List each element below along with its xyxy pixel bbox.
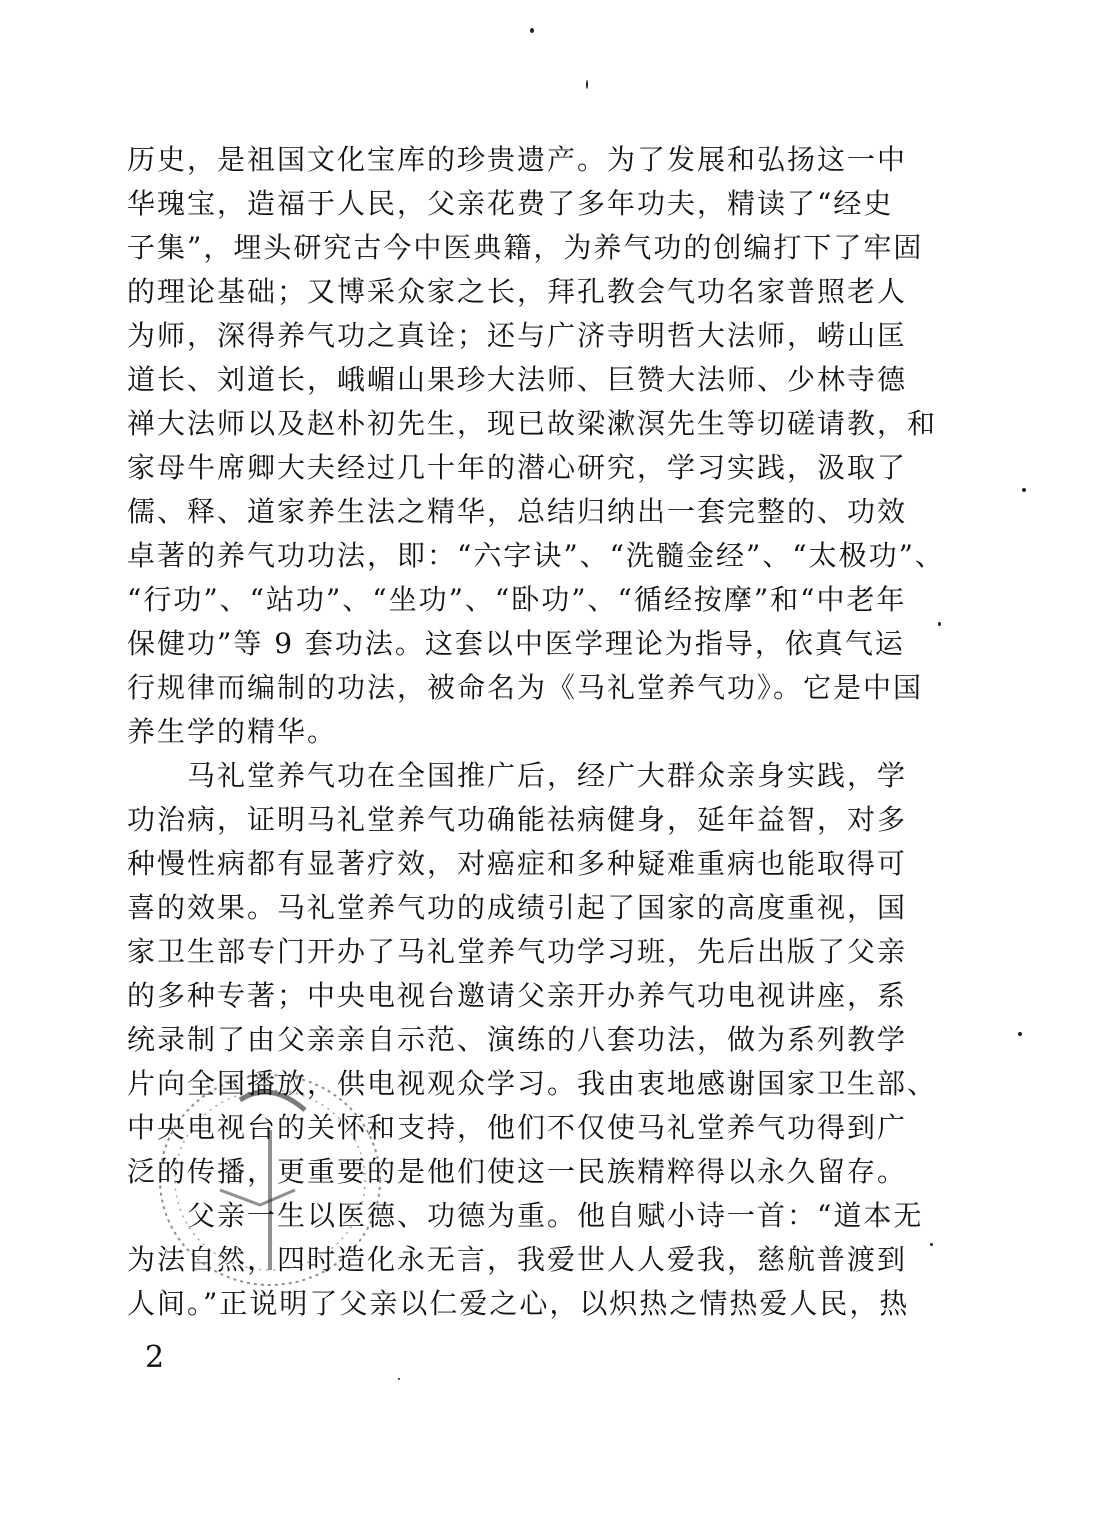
text-line: 儒、释、道家养生法之精华，总结归纳出一套完整的、功效 [127,495,908,528]
text-line: 家母牛席卿大夫经过几十年的潜心研究，学习实践，汲取了 [127,451,908,484]
text-line: 人间。”正说明了父亲以仁爱之心，以炽热之情热爱人民，热 [127,1287,910,1320]
text-line: 中央电视台的关怀和支持，他们不仅使马礼堂养气功得到广 [127,1111,908,1144]
scan-speck [1018,1032,1022,1036]
text-line: 家卫生部专门开办了马礼堂养气功学习班，先后出版了父亲 [127,935,908,968]
text-line: 片向全国播放，供电视观众学习。我由衷地感谢国家卫生部、 [127,1067,938,1100]
scan-speck [586,80,588,89]
text-line: 统录制了由父亲亲自示范、演练的八套功法，做为系列教学 [127,1023,908,1056]
text-line: 为法自然，四时造化永无言，我爱世人人爱我，慈航普渡到 [127,1243,908,1276]
paragraph-start-line: 父亲一生以医德、功德为重。他自赋小诗一首：“道本无 [127,1199,924,1232]
text-line: 的理论基础；又博采众家之长，拜孔教会气功名家普照老人 [127,275,908,308]
scan-speck [930,1243,933,1246]
page-number: 2 [145,1340,165,1375]
text-line: 喜的效果。马礼堂养气功的成绩引起了国家的高度重视，国 [127,891,908,924]
text-line: 行规律而编制的功法，被命名为《马礼堂养气功》。它是中国 [127,671,924,704]
scan-speck [938,622,941,626]
text-line: 子集”，埋头研究古今中医典籍，为养气功的创编打下了牢固 [127,231,924,264]
text-line: 种慢性病都有显著疗效，对癌症和多种疑难重病也能取得可 [127,847,908,880]
text-line: 卓著的养气功功法，即：“六字诀”、“洗髓金经”、“太极功”、 [127,539,945,572]
text-line: 功治病，证明马礼堂养气功确能祛病健身，延年益智，对多 [127,803,908,836]
text-line: 道长、刘道长，峨嵋山果珍大法师、巨赞大法师、少林寺德 [127,363,908,396]
text-line: 养生学的精华。 [127,715,338,748]
text-line: “行功”、“站功”、“坐功”、“卧功”、“循经按摩”和“中老年 [127,583,907,616]
scan-speck [530,28,534,33]
text-line: 为师，深得养气功之真诠；还与广济寺明哲大法师，崂山匡 [127,319,908,352]
text-line: 泛的传播，更重要的是他们使这一民族精粹得以永久留存。 [127,1155,908,1188]
text-line: 历史，是祖国文化宝库的珍贵遗产。为了发展和弘扬这一中 [127,143,908,176]
text-line: 保健功”等 9 套功法。这套以中医学理论为指导，依真气运 [127,627,905,660]
paragraph-start-line: 马礼堂养气功在全国推广后，经广大群众亲身实践，学 [127,759,908,792]
body-text [127,138,945,1326]
scan-speck [1022,488,1026,492]
scan-speck [398,1378,400,1380]
text-line: 禅大法师以及赵朴初先生，现已故梁漱溟先生等切磋请教，和 [127,407,938,440]
text-line: 华瑰宝，造福于人民，父亲花费了多年功夫，精读了“经史 [127,187,894,220]
text-line: 的多种专著；中央电视台邀请父亲开办养气功电视讲座，系 [127,979,908,1012]
